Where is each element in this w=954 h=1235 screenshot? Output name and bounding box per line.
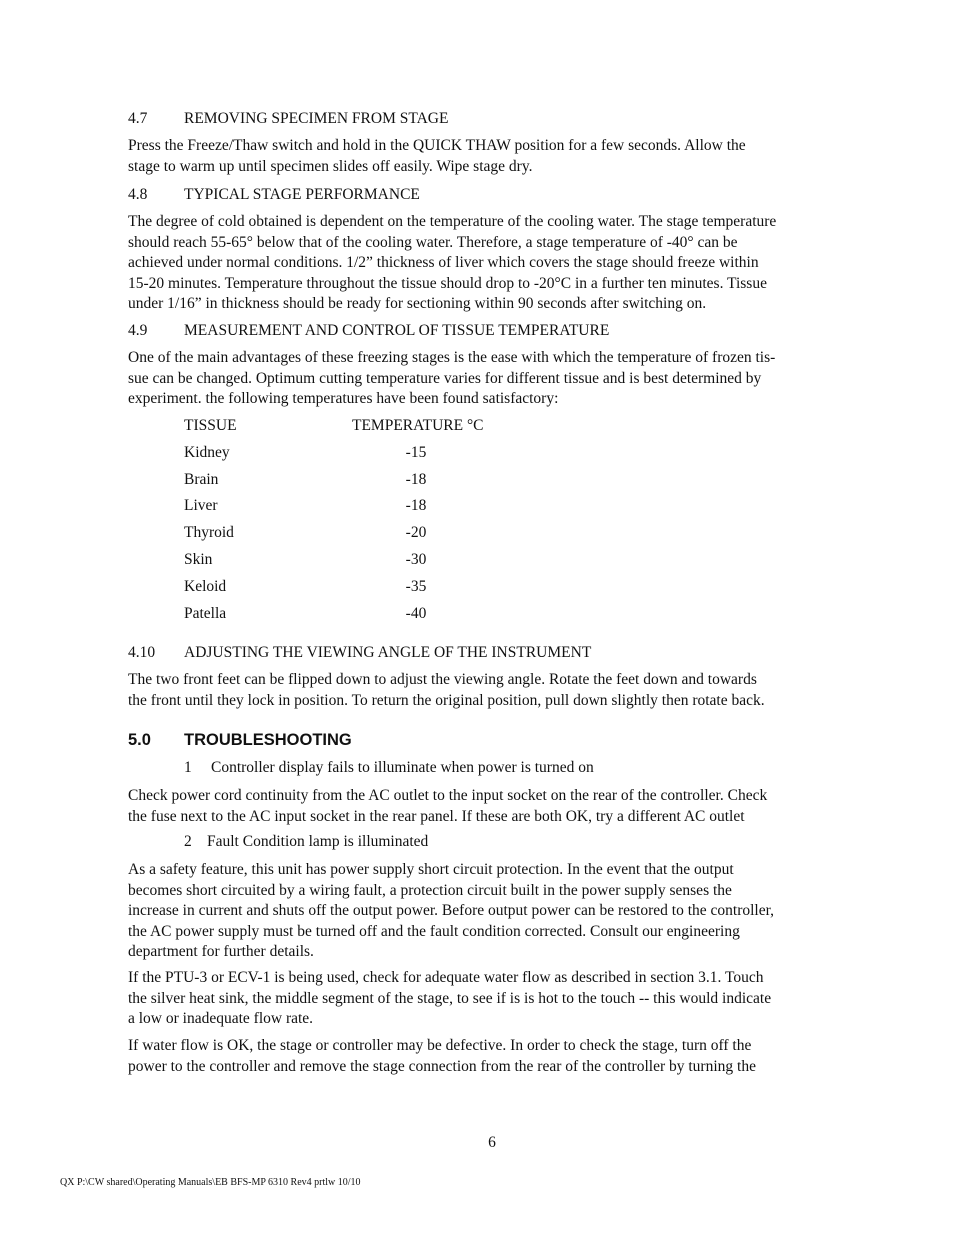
text-line: 15-20 minutes. Temperature throughout the tissue should drop to -20°C in a further ten minutes. Tissue [128,274,767,292]
section-heading-4-9 [128,322,609,340]
temperature-cell: -18 [405,471,427,488]
temperature-cell: -15 [405,444,427,461]
section-heading-4-10 [128,644,591,662]
text-line: experiment. the following temperatures have been found satisfactory: [128,390,559,408]
tissue-cell: Skin [184,551,213,568]
table-row [184,444,480,462]
table-row [184,578,480,596]
paragraph-item-2c [128,1036,856,1077]
text-line: power to the controller and remove the stage connection from the rear of the controller by turning the [128,1057,756,1075]
text-line: becomes short circuited by a wiring fault, a protection circuit built in the power supply senses the [128,881,732,899]
text-line: sue can be changed. Optimum cutting temperature varies for different tissue and is best determined by [128,369,762,387]
text-line: a low or inadequate flow rate. [128,1010,314,1028]
item-text: Fault Condition lamp is illuminated [207,833,429,850]
text-line: One of the main advantages of these freezing stages is the ease with which the temperature of frozen tis- [128,349,776,366]
temperature-cell: -30 [405,551,427,568]
paragraph-item-2a [128,860,856,963]
tissue-cell: Thyroid [184,524,234,541]
table-row [184,524,480,542]
text-line: Check power cord continuity from the AC outlet to the input socket on the rear of the controller. Check [128,787,768,804]
tissue-cell: Brain [184,471,219,488]
text-line: stage to warm up until specimen slides off easily. Wipe stage dry. [128,157,533,175]
tissue-cell: Patella [184,605,227,622]
text-line: As a safety feature, this unit has power supply short circuit protection. In the event that the output [128,861,734,878]
temperature-cell: -18 [405,497,427,514]
section-number: 5.0 [128,731,151,749]
text-line: achieved under normal conditions. 1/2” thickness of liver which covers the stage should freeze within [128,254,759,272]
section-title: REMOVING SPECIMEN FROM STAGE [184,110,449,127]
column-header-tissue: TISSUE [184,417,237,434]
temperature-cell: -40 [405,605,427,622]
text-line: increase in current and shuts off the output power. Before output power can be restored to the controller, [128,902,775,920]
table-row [184,605,480,623]
section-title: TYPICAL STAGE PERFORMANCE [184,186,420,203]
paragraph-4-8 [128,212,856,315]
section-number: 4.8 [128,186,148,203]
table-header [184,417,484,435]
text-line: the AC power supply must be turned off and the fault condition corrected. Consult our engineering [128,922,740,940]
section-heading-4-7 [128,110,448,128]
paragraph-4-10 [128,670,856,711]
text-line: If the PTU-3 or ECV-1 is being used, check for adequate water flow as described in section 3.1. Touch [128,969,764,986]
tissue-cell: Keloid [184,578,227,595]
text-line: the fuse next to the AC input socket in the rear panel. If these are both OK, try a different AC outlet [128,807,745,825]
text-line: The degree of cold obtained is dependent on the temperature of the cooling water. The stage temperature [128,213,777,230]
table-row [184,497,480,515]
section-heading-4-8 [128,186,420,204]
text-line: The two front feet can be flipped down to adjust the viewing angle. Rotate the feet down and towards [128,671,757,688]
troubleshooting-item-2 [184,833,428,851]
text-line: the silver heat sink, the middle segment of the stage, to see if is is hot to the touch -- this would indicate [128,989,772,1007]
text-line: the front until they lock in position. To return the original position, pull down slightly then rotate back. [128,691,765,709]
paragraph-4-7 [128,136,856,177]
paragraph-4-9 [128,348,856,410]
tissue-cell: Kidney [184,444,230,461]
section-heading-5-0 [128,731,352,750]
column-header-temperature: TEMPERATURE °C [352,417,484,434]
section-number: 4.7 [128,110,148,127]
item-number: 2 [184,833,192,850]
text-line: should reach 55-65° below that of the cooling water. Therefore, a stage temperature of -40° can be [128,233,738,251]
section-title: MEASUREMENT AND CONTROL OF TISSUE TEMPERATURE [184,322,610,339]
text-line: Press the Freeze/Thaw switch and hold in the QUICK THAW position for a few seconds. Allow the [128,137,746,154]
section-title: TROUBLESHOOTING [184,731,352,749]
text-line: department for further details. [128,943,314,961]
temperature-cell: -35 [405,578,427,595]
paragraph-item-2b [128,968,856,1030]
item-number: 1 [184,759,192,776]
paragraph-item-1 [128,786,856,827]
table-row [184,471,480,489]
tissue-cell: Liver [184,497,218,514]
text-line: If water flow is OK, the stage or controller may be defective. In order to check the stage, turn off the [128,1037,752,1054]
section-title: ADJUSTING THE VIEWING ANGLE OF THE INSTRUMENT [184,644,592,661]
page-number: 6 [488,1134,496,1151]
troubleshooting-item-1 [184,759,594,777]
footer-file-path: QX P:\CW shared\Operating Manuals\EB BFS-MP 6310 Rev4 prtlw 10/10 [60,1177,361,1188]
table-row [184,551,480,569]
temperature-cell: -20 [405,524,427,541]
item-text: Controller display fails to illuminate when power is turned on [211,759,594,776]
text-line: under 1/16” in thickness should be ready for sectioning within 90 seconds after switching on. [128,295,707,313]
section-number: 4.10 [128,644,156,661]
section-number: 4.9 [128,322,148,339]
